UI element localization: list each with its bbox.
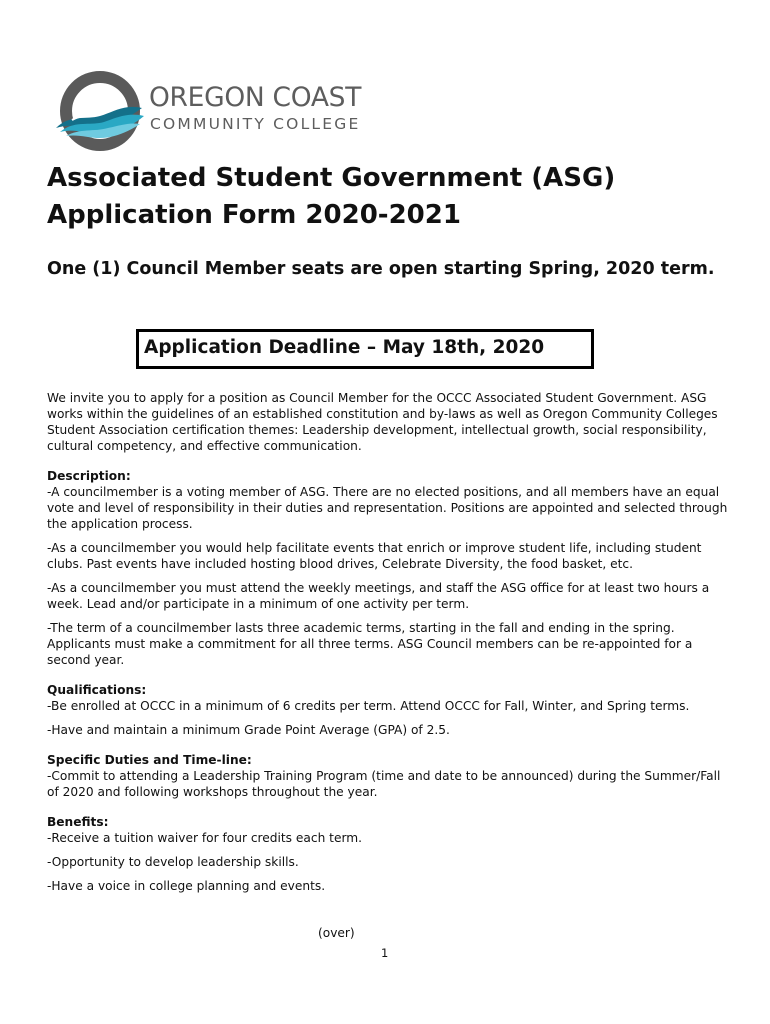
logo-emblem-icon xyxy=(52,70,148,152)
intro-paragraph: We invite you to apply for a position as Council Member for the OCCC Associated Student Government. ASG works within the guidelines of an established constitution and by-laws as well as Oregon Community Colleges Student Association certification themes: Leadership development, intellectual growth, social responsibility, cultural competency, and effective communication. xyxy=(47,391,718,453)
logo-subtitle: COMMUNITY COLLEGE xyxy=(150,115,361,133)
description-item: -A councilmember is a voting member of ASG. There are no elected positions, and all members have an equal vote and level of responsibility in their duties and representation. Positions are appointed and selected through the application process. xyxy=(47,485,728,531)
duties-item: -Commit to attending a Leadership Training Program (time and date to be announced) during the Summer/Fall of 2020 and following workshops throughout the year. xyxy=(47,769,721,799)
title-line-1: Associated Student Government (ASG) xyxy=(47,163,616,193)
page-subtitle: One (1) Council Member seats are open starting Spring, 2020 term. xyxy=(47,259,715,279)
duties-heading: Specific Duties and Time-line: xyxy=(47,753,252,767)
page-title xyxy=(47,160,727,234)
description-item: -The term of a councilmember lasts three academic terms, starting in the fall and ending in the spring. Applicants must make a commitment for all three terms. ASG Council members can be re-appointed for a second year. xyxy=(47,621,693,667)
qualifications-heading: Qualifications: xyxy=(47,683,147,697)
title-line-2: Application Form 2020-2021 xyxy=(47,200,461,230)
description-heading: Description: xyxy=(47,469,131,483)
college-logo xyxy=(52,70,372,152)
benefits-item: -Have a voice in college planning and events. xyxy=(47,879,326,893)
description-item: -As a councilmember you must attend the weekly meetings, and staff the ASG office for at least two hours a week. Lead and/or participate in a minimum of one activity per term. xyxy=(47,581,710,611)
deadline-box: Application Deadline – May 18th, 2020 xyxy=(136,329,594,369)
benefits-item: -Opportunity to develop leadership skills. xyxy=(47,855,299,869)
description-item: -As a councilmember you would help facilitate events that enrich or improve student life, including student clubs. Past events have included hosting blood drives, Celebrate Diversity, the food basket, etc. xyxy=(47,541,702,571)
qualifications-item: -Be enrolled at OCCC in a minimum of 6 credits per term. Attend OCCC for Fall, Winter, and Spring terms. xyxy=(47,699,690,713)
document-body xyxy=(47,390,733,894)
qualifications-item: -Have and maintain a minimum Grade Point Average (GPA) of 2.5. xyxy=(47,723,450,737)
logo-name: OREGON COAST xyxy=(149,82,362,113)
benefits-item: -Receive a tuition waiver for four credits each term. xyxy=(47,831,362,845)
page-number: 1 xyxy=(381,946,389,960)
over-note: (over) xyxy=(318,926,355,940)
benefits-heading: Benefits: xyxy=(47,815,109,829)
